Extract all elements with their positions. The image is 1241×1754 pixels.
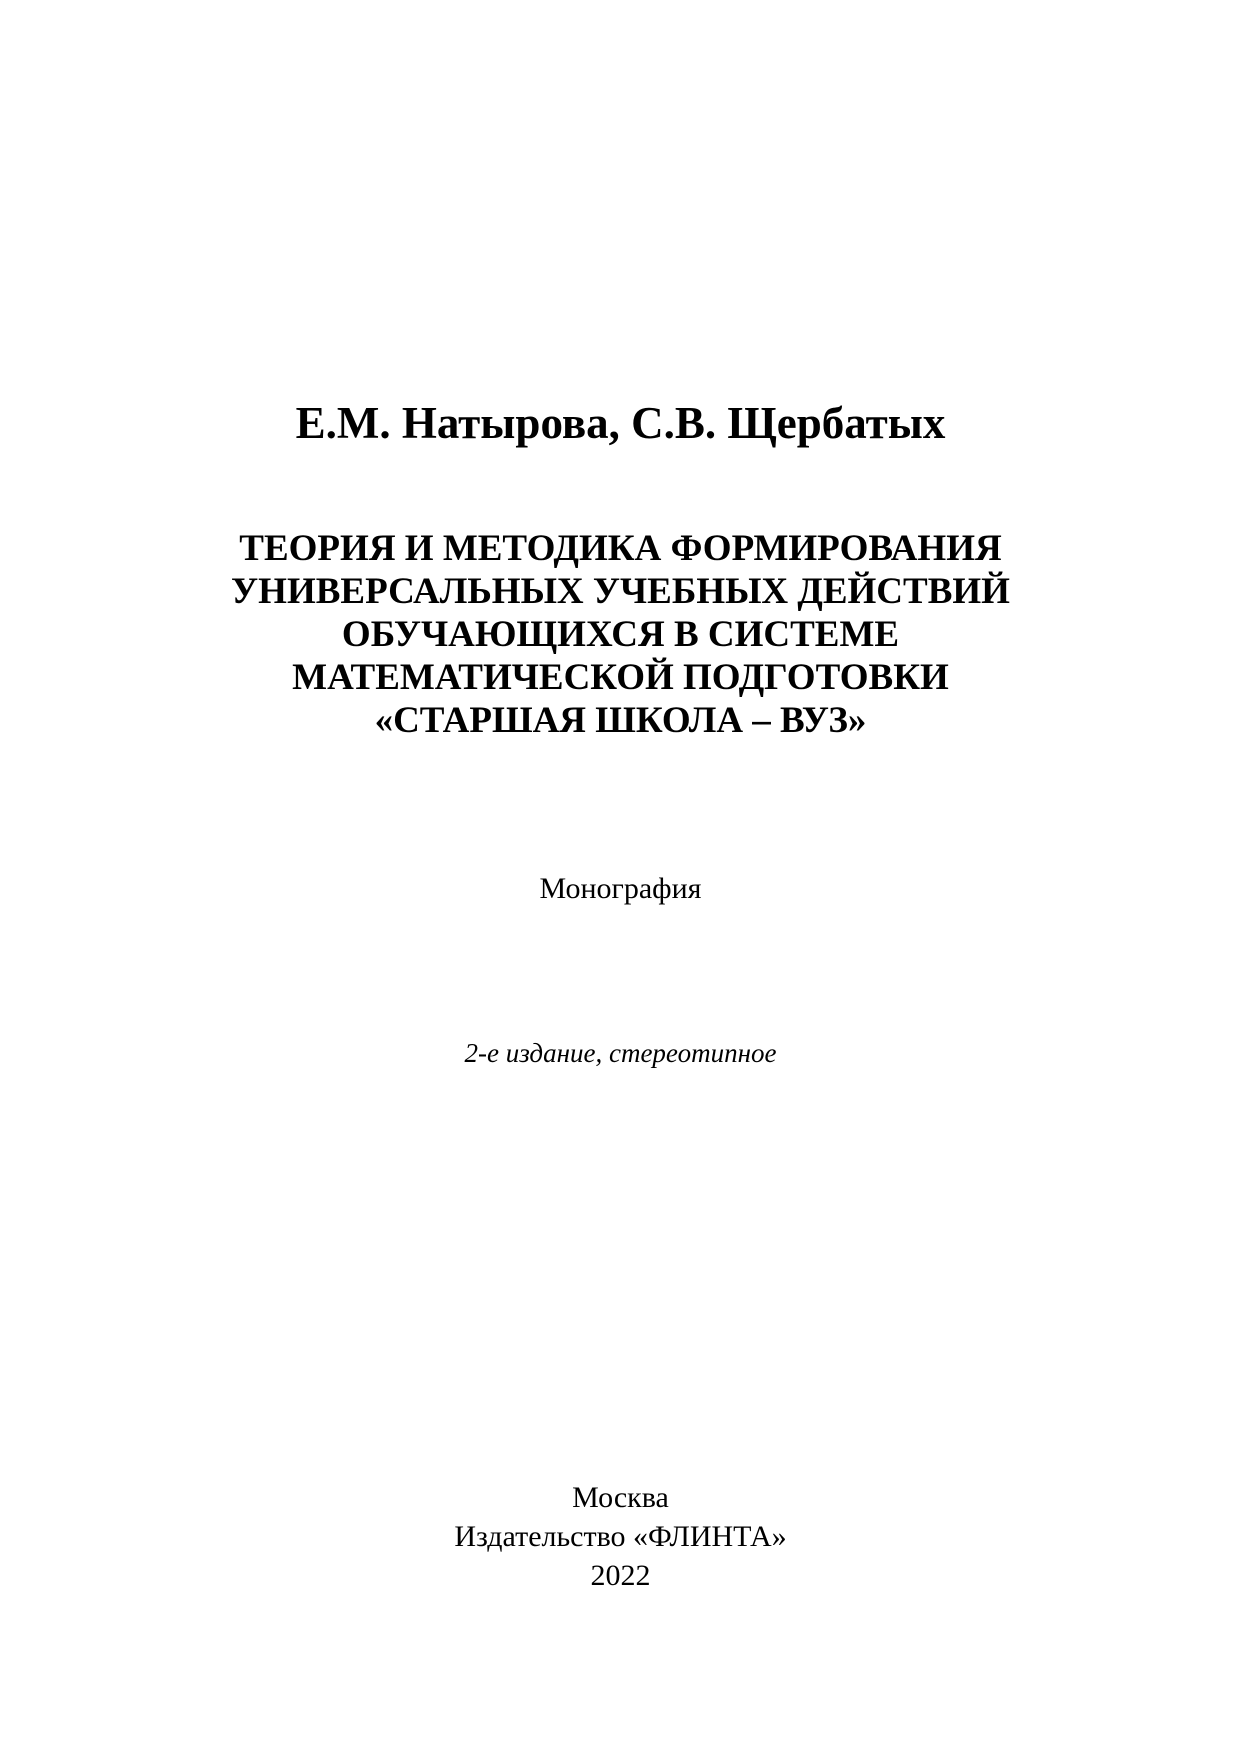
authors: Е.М. Натырова, С.В. Щербатых xyxy=(295,398,946,448)
imprint-city: Москва xyxy=(572,1481,669,1514)
book-title-line: УНИВЕРСАЛЬНЫХ УЧЕБНЫХ ДЕЙСТВИЙ xyxy=(231,571,1010,612)
book-title-line: «СТАРШАЯ ШКОЛА – ВУЗ» xyxy=(374,700,867,741)
book-title xyxy=(0,527,1241,742)
imprint-year: 2022 xyxy=(590,1559,651,1592)
edition-note: 2-е издание, стереотипное xyxy=(464,1038,777,1068)
imprint xyxy=(0,1478,1241,1595)
book-title-line: МАТЕМАТИЧЕСКОЙ ПОДГОТОВКИ xyxy=(292,657,949,698)
book-title-line: ТЕОРИЯ И МЕТОДИКА ФОРМИРОВАНИЯ xyxy=(239,528,1002,569)
imprint-publisher: Издательство «ФЛИНТА» xyxy=(454,1520,787,1553)
genre-label: Монография xyxy=(539,872,702,905)
book-title-line: ОБУЧАЮЩИХСЯ В СИСТЕМЕ xyxy=(341,614,900,655)
